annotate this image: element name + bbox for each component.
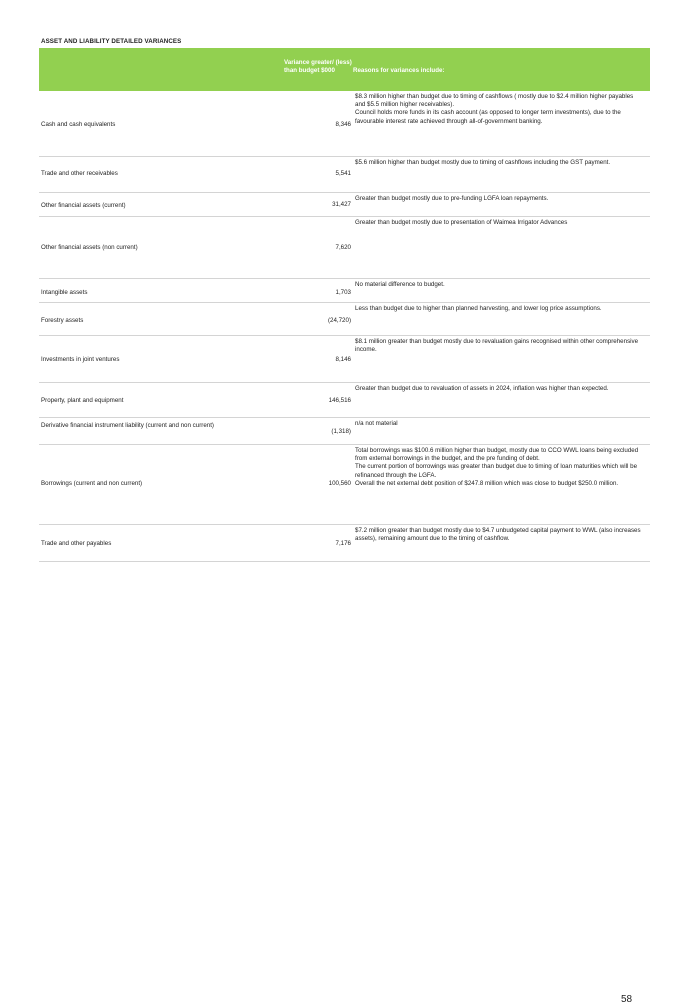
row-label: Investments in joint ventures	[41, 356, 120, 363]
row-reasons	[355, 525, 650, 561]
row-reasons	[355, 445, 650, 524]
page-title: ASSET AND LIABILITY DETAILED VARIANCES	[41, 38, 182, 45]
table-row	[39, 193, 650, 217]
row-label: Trade and other payables	[41, 540, 112, 547]
table-row	[39, 279, 650, 303]
reason-text: Total borrowings was $100.6 million higher than budget, mostly due to CCO WWL loans being excluded from external borrowings in the budget, and the pre funding of debt.	[355, 447, 639, 463]
table-row	[39, 418, 650, 445]
row-reasons	[355, 336, 650, 382]
table-row	[39, 383, 650, 418]
row-variance-amount: 7,176	[335, 540, 351, 547]
row-label: Trade and other receivables	[41, 170, 118, 177]
reason-text: Council holds more funds in its cash account (as opposed to longer term investments), due to the favourable interest rate achieved through all-of-government banking.	[355, 109, 621, 125]
reason-text: $5.6 million higher than budget mostly due to timing of cashflows including the GST payment.	[355, 159, 611, 166]
table-row	[39, 217, 650, 279]
reason-text: The current portion of borrowings was greater than budget due to timing of loan maturities which will be refinanced through the LGFA.	[355, 463, 638, 479]
row-label: Forestry assets	[41, 317, 84, 324]
table-row	[39, 336, 650, 383]
row-variance-amount: 100,560	[328, 480, 351, 487]
row-variance-amount: 8,346	[335, 121, 351, 128]
row-reasons	[355, 383, 650, 417]
table-row	[39, 91, 650, 157]
reason-text: No material difference to budget.	[355, 281, 445, 288]
row-reasons	[355, 157, 650, 192]
reason-text: Greater than budget mostly due to pre-funding LGFA loan repayments.	[355, 195, 549, 202]
table-row	[39, 303, 650, 336]
reason-text: $8.3 million higher than budget due to timing of cashflows ( mostly due to $2.4 million higher payables and $5.5 million higher receivables).	[355, 93, 634, 109]
row-label: Borrowings (current and non current)	[41, 480, 143, 487]
row-reasons	[355, 193, 650, 216]
reason-text: n/a not material	[355, 420, 398, 427]
row-label: Cash and cash equivalents	[41, 121, 116, 128]
row-variance-amount: 1,703	[335, 289, 351, 296]
header-blank-cell	[39, 48, 279, 91]
row-variance-amount: 31,427	[332, 201, 351, 208]
variance-table	[39, 48, 650, 562]
table-row	[39, 157, 650, 193]
row-reasons	[355, 303, 650, 335]
row-label: Other financial assets (non current)	[41, 244, 138, 251]
reason-text: $7.2 million greater than budget mostly due to $4.7 unbudgeted capital payment to WWL (also increases assets), remaining amount due to the timing of cashflow.	[355, 527, 641, 543]
header-reasons: Reasons for variances include:	[353, 67, 445, 74]
row-reasons	[355, 418, 650, 444]
reason-text: Greater than budget mostly due to presentation of Waimea Irrigator Advances	[355, 219, 568, 226]
row-variance-amount: 7,620	[335, 244, 351, 251]
row-label: Intangible assets	[41, 289, 88, 296]
header-variance: Variance greater/ (less) than budget $000	[284, 59, 352, 74]
reason-text: Overall the net external debt position of $247.8 million which was close to budget $250.0 million.	[355, 479, 619, 487]
row-reasons	[355, 91, 650, 156]
reason-text: $8.1 million greater than budget mostly due to revaluation gains recognised within other comprehensive income.	[355, 338, 639, 354]
row-variance-amount: 146,516	[328, 397, 351, 404]
row-label: Other financial assets (current)	[41, 202, 126, 209]
row-reasons	[355, 279, 650, 302]
row-variance-amount: 5,541	[335, 170, 351, 177]
table-row	[39, 445, 650, 525]
table-row	[39, 525, 650, 562]
row-variance-amount: (24,720)	[327, 317, 351, 324]
row-label: Property, plant and equipment	[41, 397, 124, 404]
reason-text: Less than budget due to higher than planned harvesting, and lower log price assumptions.	[355, 305, 602, 312]
reason-text: Greater than budget due to revaluation of assets in 2024, inflation was higher than expected.	[355, 385, 609, 392]
table-header	[39, 48, 650, 91]
row-reasons	[355, 217, 650, 278]
row-variance-amount: (1,318)	[331, 428, 351, 435]
row-variance-amount: 8,146	[335, 356, 351, 363]
table-body	[39, 91, 650, 562]
row-label: Derivative financial instrument liability (current and non current)	[41, 422, 214, 429]
page-number: 58	[621, 994, 633, 1005]
